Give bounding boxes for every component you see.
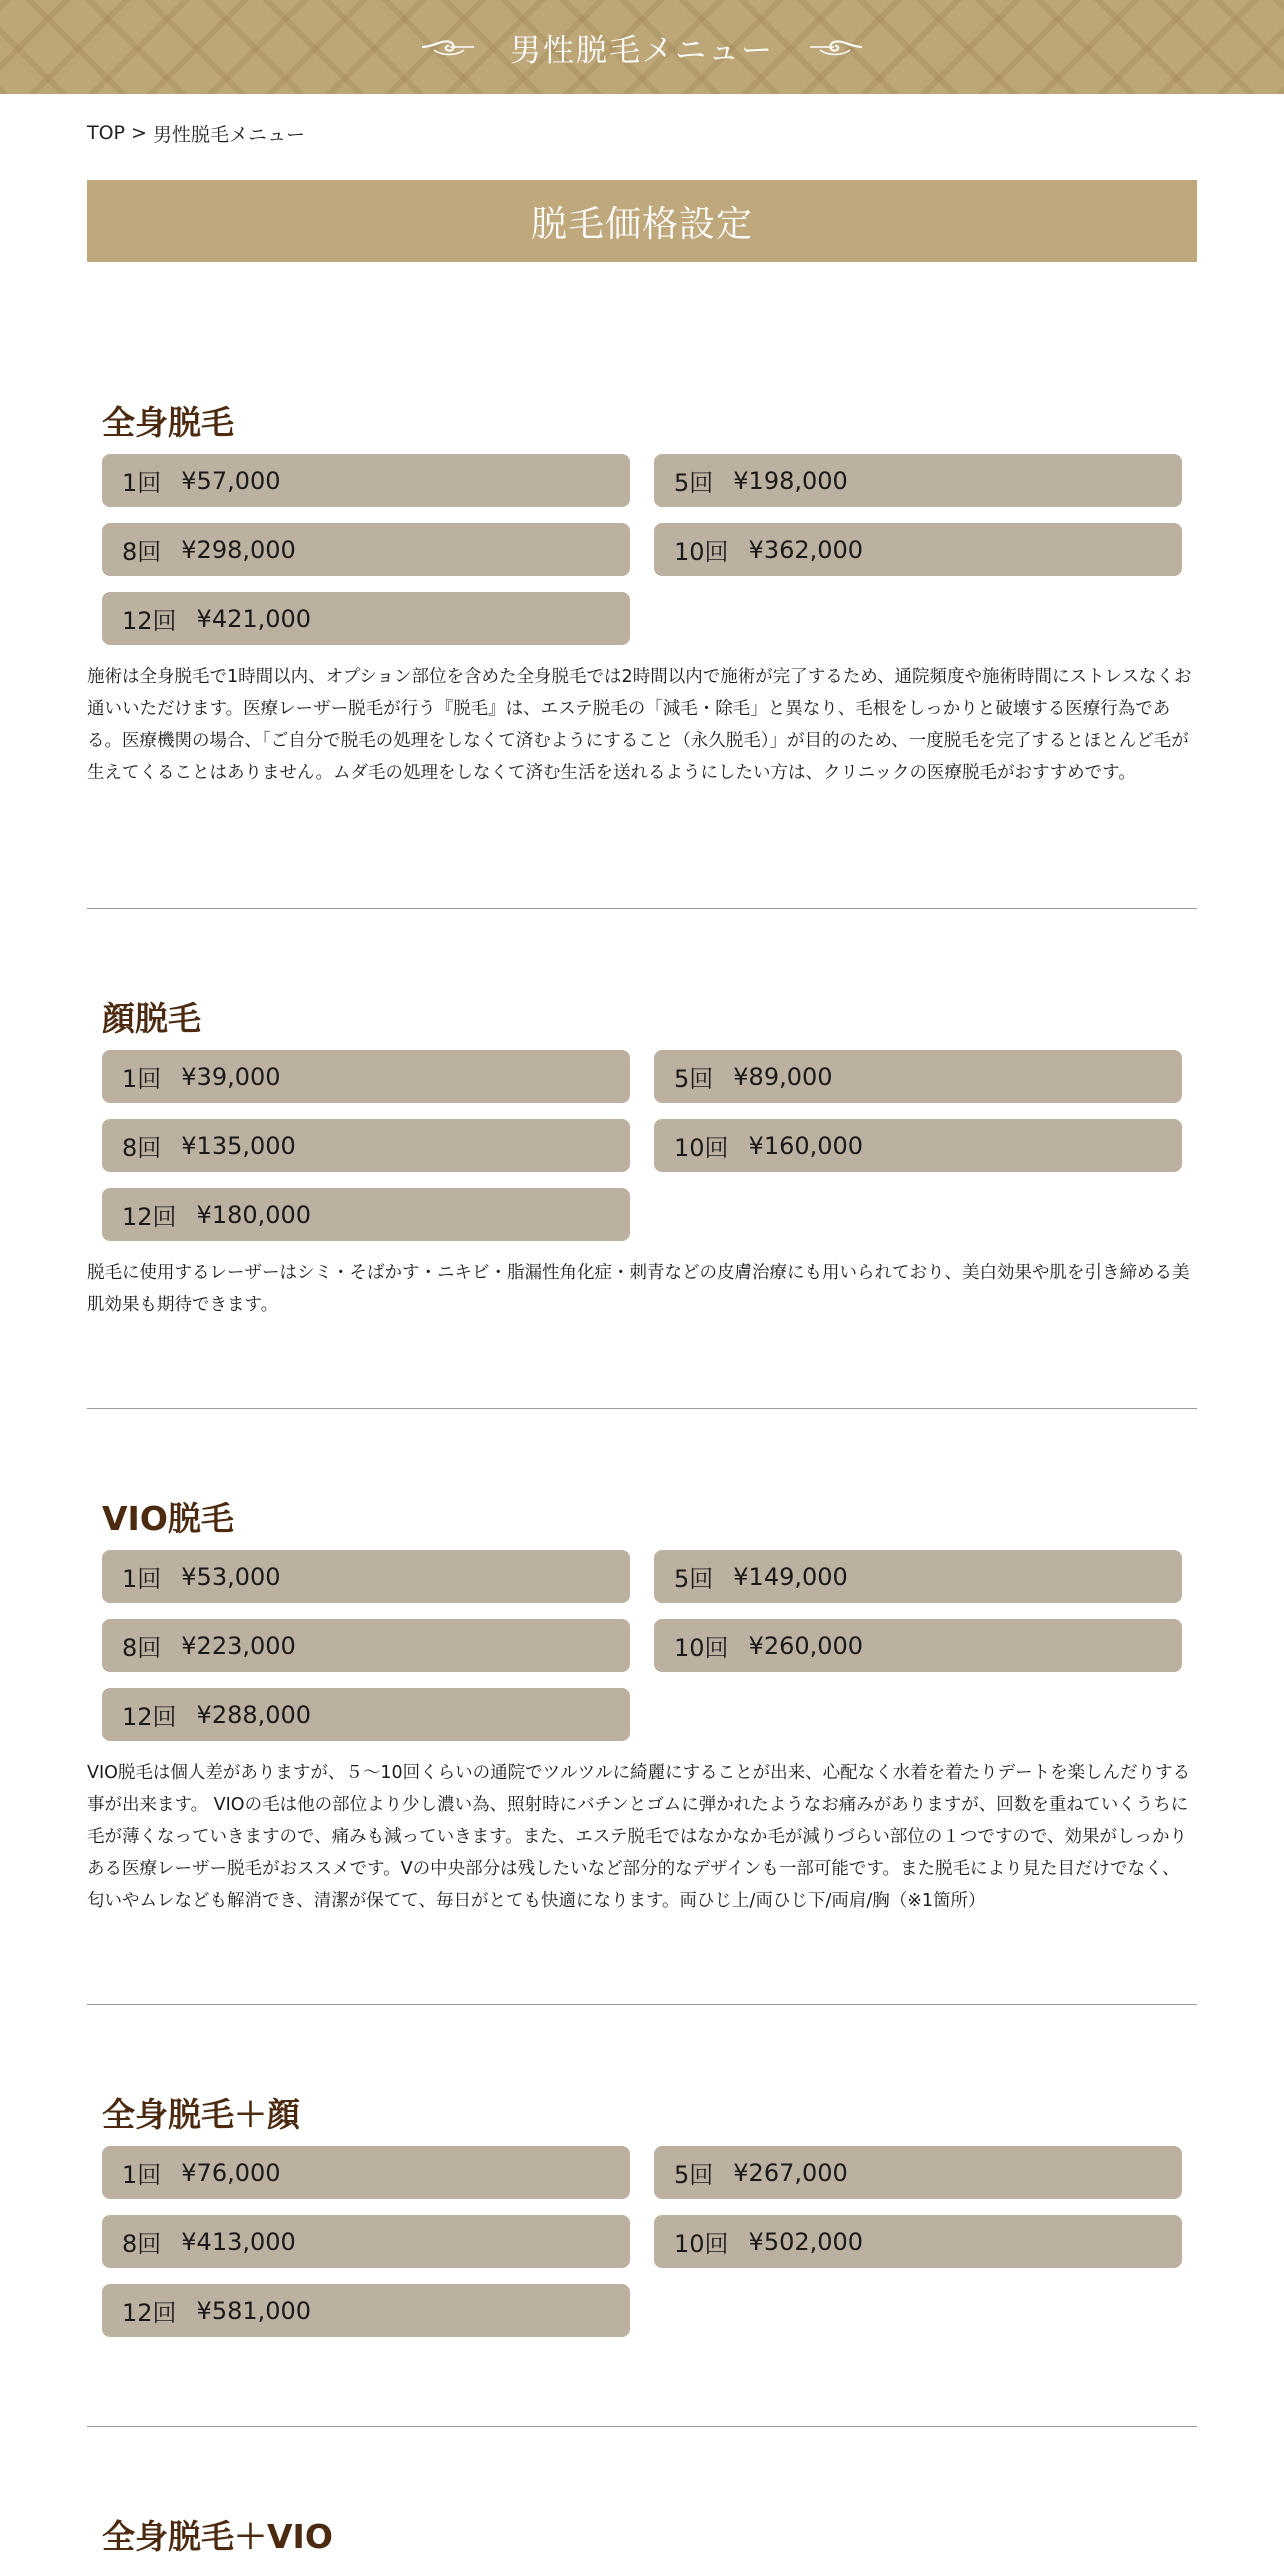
price-item: 10回 ¥502,000 (654, 2215, 1182, 2268)
price-item: 10回 ¥160,000 (654, 1119, 1182, 1172)
price-item: 12回 ¥421,000 (102, 592, 630, 645)
section-divider (87, 2004, 1197, 2005)
price-item: 5回 ¥198,000 (654, 454, 1182, 507)
section-vio (87, 1498, 1197, 1935)
section-title: 全身脱毛＋VIO (102, 2517, 333, 2556)
price-item: 8回 ¥298,000 (102, 523, 630, 576)
section-full-body-face (87, 2094, 1197, 2337)
section-description: 施術は全身脱毛で1時間以内、オプション部位を含めた全身脱毛では2時間以内で施術が完了するため、通院頻度や施術時間にストレスなくお通いいただけます。医療レーザー脱毛が行う『脱毛』は、エステ脱毛の「減毛・除毛」と異なり、毛根をしっかりと破壊する医療行為である。医療機関の場合、「ご自分で脱毛の処理をしなくて済むようにすること（永久脱毛）」が目的のため、一度脱毛を完了するとほとんど毛が生えてくることはありません。ムダ毛の処理をしなくて済む生活を送れるようにしたい方は、クリニックの医療脱毛がおすすめです。 (87, 667, 1192, 783)
section-face (87, 998, 1197, 1339)
section-description: 脱毛に使用するレーザーはシミ・そばかす・ニキビ・脂漏性角化症・刺青などの皮膚治療にも用いられており、美白効果や肌を引き締める美肌効果も期待できます。 (87, 1263, 1190, 1315)
price-item: 10回 ¥362,000 (654, 523, 1182, 576)
price-item: 5回 ¥89,000 (654, 1050, 1182, 1103)
page-header (0, 0, 1284, 94)
price-item: 1回 ¥76,000 (102, 2146, 630, 2199)
section-divider (87, 908, 1197, 909)
breadcrumb-current: 男性脱毛メニュー (152, 123, 305, 146)
price-item: 5回 ¥267,000 (654, 2146, 1182, 2199)
breadcrumb-separator: > (131, 122, 147, 144)
section-divider (87, 1408, 1197, 1409)
price-heading: 脱毛価格設定 (530, 203, 753, 245)
price-item: 8回 ¥413,000 (102, 2215, 630, 2268)
price-item: 12回 ¥581,000 (102, 2284, 630, 2337)
ornament-right-icon (808, 36, 864, 58)
section-title: 全身脱毛 (102, 403, 234, 442)
price-item: 12回 ¥288,000 (102, 1688, 630, 1741)
price-item: 1回 ¥39,000 (102, 1050, 630, 1103)
page-title: 男性脱毛メニュー (510, 32, 774, 69)
ornament-left-icon (420, 36, 476, 58)
section-title: 全身脱毛＋顔 (102, 2095, 300, 2134)
section-title: VIO脱毛 (102, 1499, 234, 1538)
section-title: 顔脱毛 (102, 999, 201, 1038)
price-item: 8回 ¥135,000 (102, 1119, 630, 1172)
breadcrumb-top-link[interactable]: TOP (87, 122, 126, 144)
price-item: 12回 ¥180,000 (102, 1188, 630, 1241)
price-item: 1回 ¥53,000 (102, 1550, 630, 1603)
price-item: 8回 ¥223,000 (102, 1619, 630, 1672)
section-full-body (87, 402, 1197, 807)
section-full-body-vio (87, 2516, 1197, 2568)
breadcrumb (87, 118, 1284, 148)
price-item: 1回 ¥57,000 (102, 454, 630, 507)
price-item: 5回 ¥149,000 (654, 1550, 1182, 1603)
price-heading-band (87, 180, 1197, 262)
section-divider (87, 2426, 1197, 2427)
section-description: VIO脱毛は個人差がありますが、５〜10回くらいの通院でツルツルに綺麗にすることが出来、心配なく水着を着たりデートを楽しんだりする事が出来ます。 VIOの毛は他の部位より少し濃い為、照射時にバチンとゴムに弾かれたようなお痛みがありますが、回数を重ねていくうちに毛が薄くなっていきますので、痛みも減っていきます。また、エステ脱毛ではなかなか毛が減りづらい部位の１つですので、効果がしっかりある医療レーザー脱毛がおススメです。Vの中央部分は残したいなど部分的なデザインも一部可能です。また脱毛により見た目だけでなく、匂いやムレなども解消でき、清潔が保てて、毎日がとても快適になります。両ひじ上/両ひじ下/両肩/胸（※1箇所） (87, 1763, 1191, 1911)
price-item: 10回 ¥260,000 (654, 1619, 1182, 1672)
